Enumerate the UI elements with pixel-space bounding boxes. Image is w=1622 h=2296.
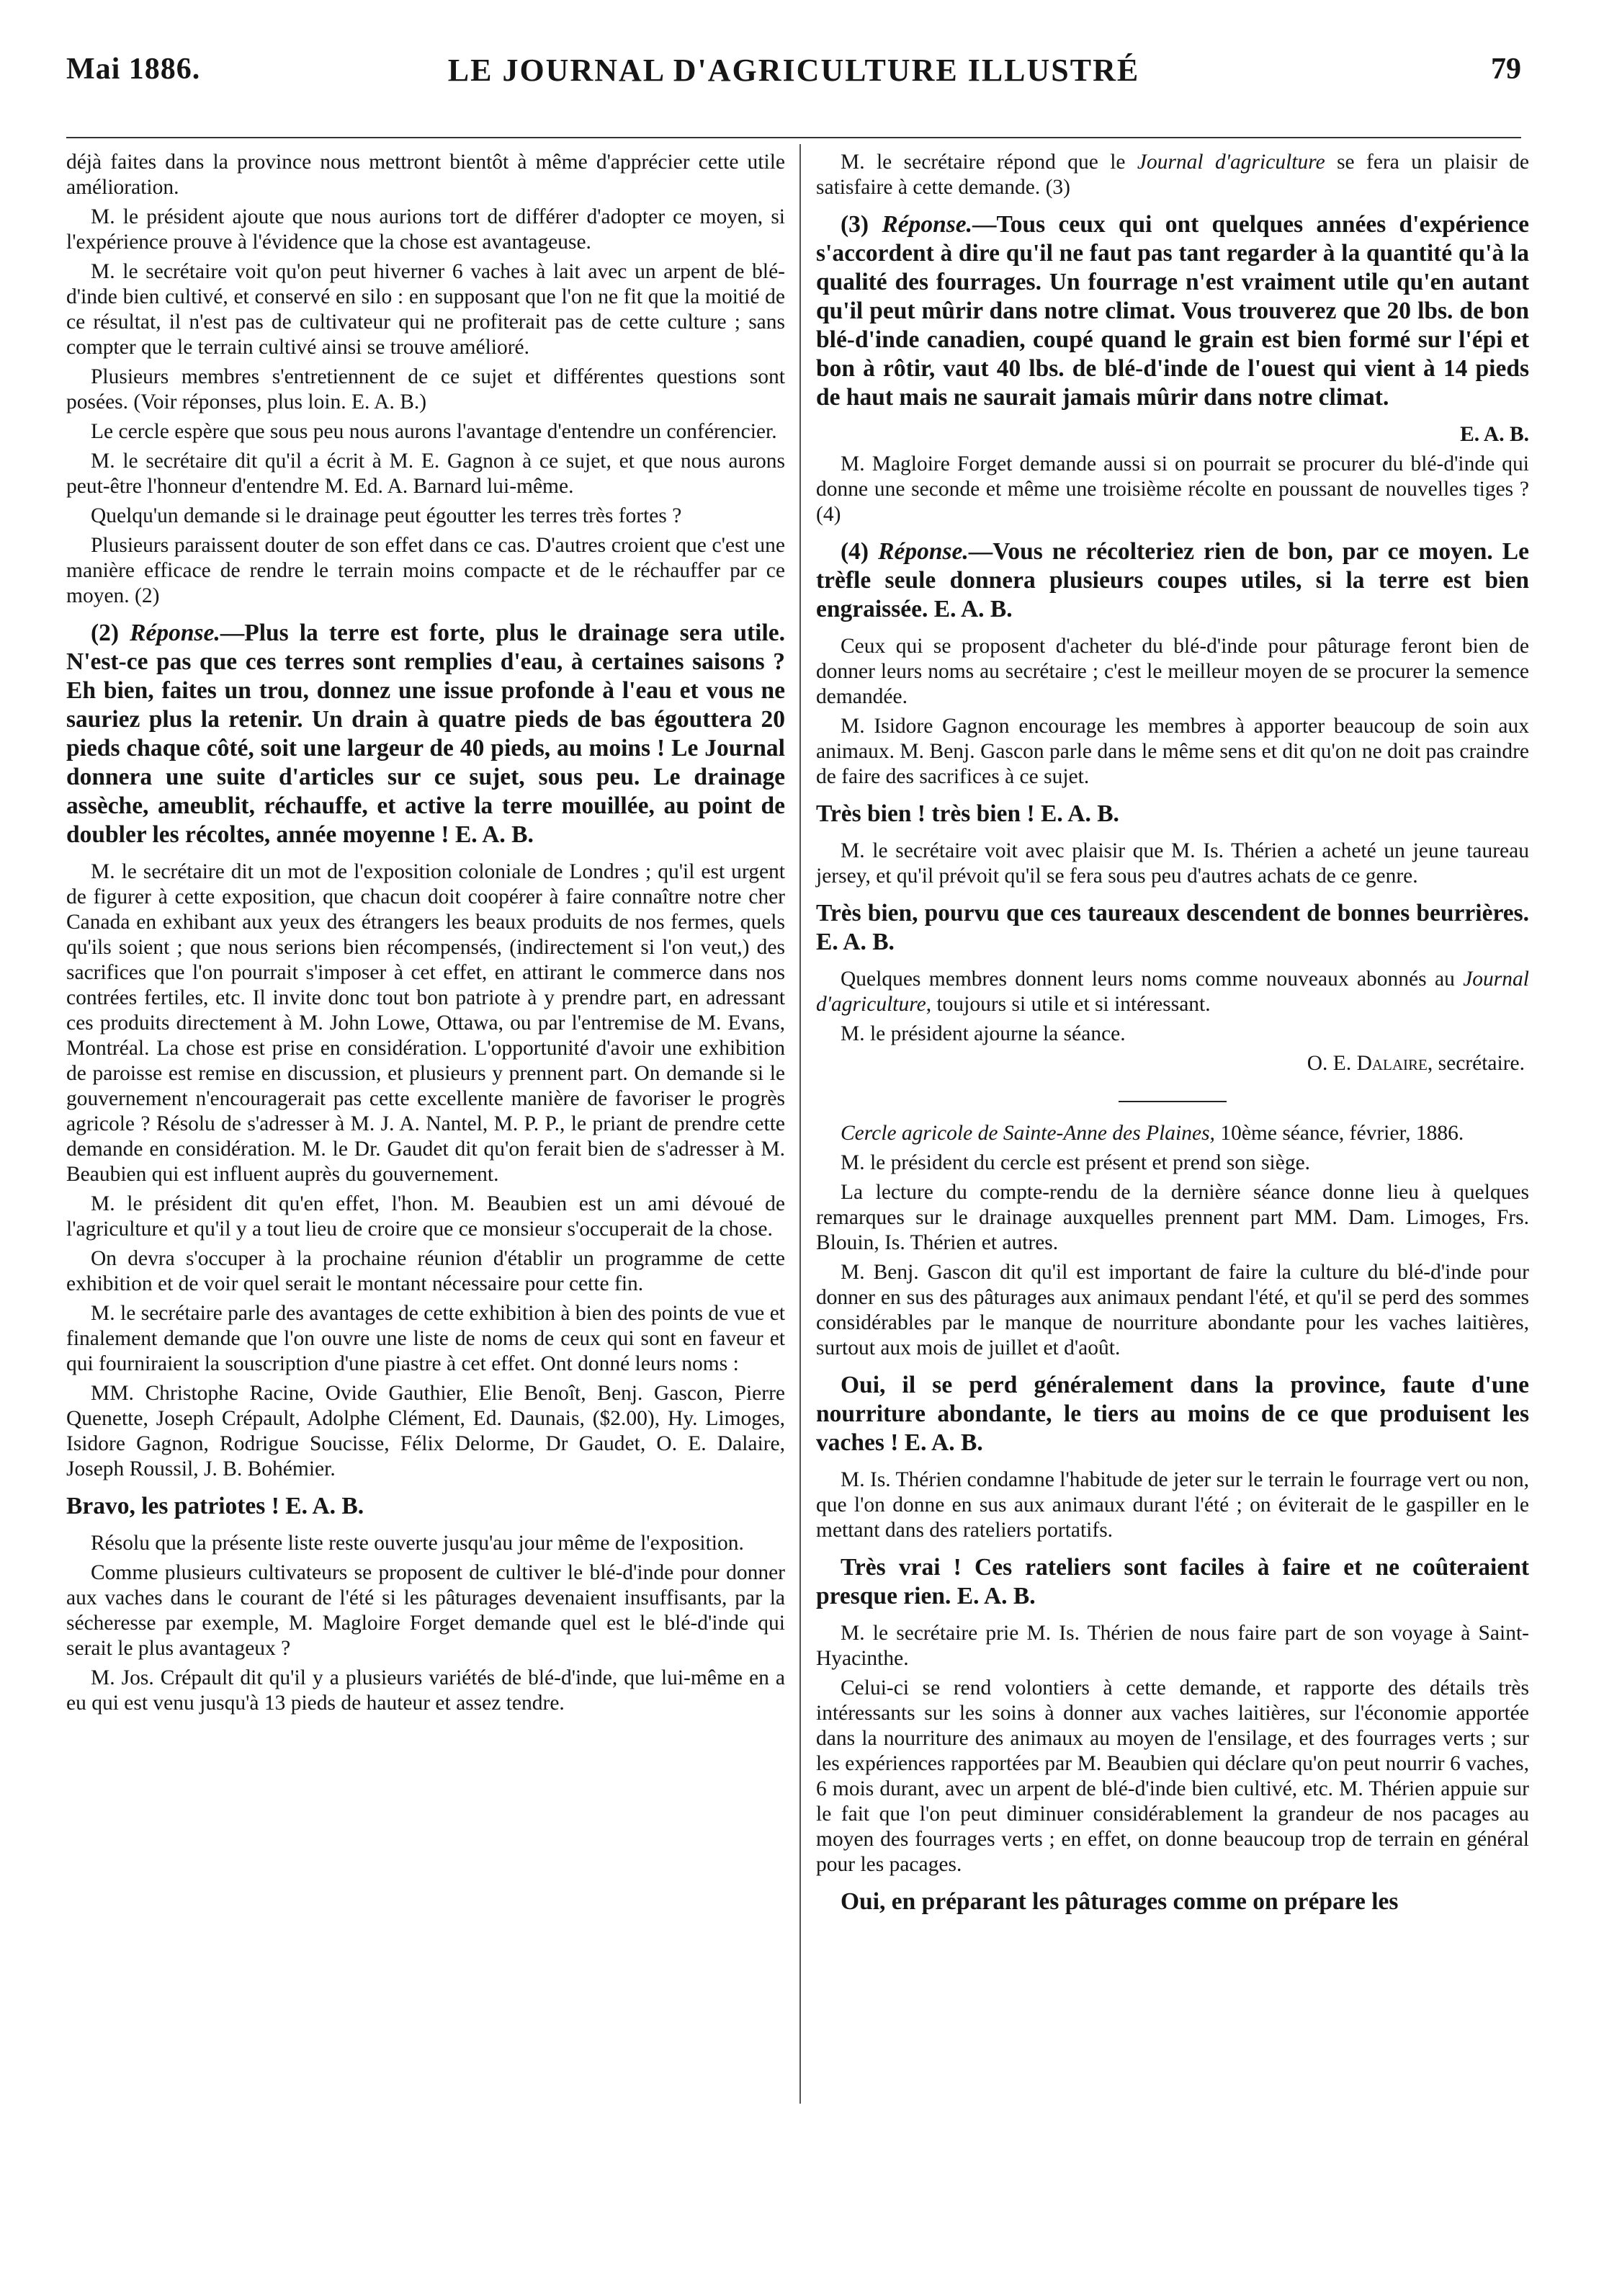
paragraph: M. le président ajoute que nous aurions tort de différer d'adopter ce moyen, si l'expérience prouve à l'évidence que la chose est avantageuse. — [66, 205, 785, 254]
column-divider — [799, 144, 801, 2104]
paragraph: Quelqu'un demande si le drainage peut égoutter les terres très fortes ? — [91, 504, 682, 527]
paragraph: Plusieurs paraissent douter de son effet dans ce cas. D'autres croient que c'est une manière efficace de rendre le terrain moins compacte et de le réchauffer par ce moyen. (2) — [66, 534, 785, 607]
paragraph: M. Jos. Crépault dit qu'il y a plusieurs variétés de blé-d'inde, que lui-même en a eu qui est venu jusqu'à 13 pieds de hauteur et assez tendre. — [66, 1666, 785, 1715]
paragraph: M. Is. Thérien condamne l'habitude de jeter sur le terrain le fourrage vert ou non, que l'on donne en sus aux animaux durant l'été ; on éviterait de le gaspiller en le mettant dans des rateliers portatifs. — [816, 1468, 1529, 1542]
signature-role: , secrétaire. — [1427, 1052, 1525, 1075]
page-header — [66, 39, 1521, 97]
paragraph: M. le secrétaire dit qu'il a écrit à M. E. Gagnon à ce sujet, et que nous aurons peut-être l'honneur d'entendre M. Ed. A. Barnard lui-même. — [66, 450, 785, 498]
cercle-title: Cercle agricole de Sainte-Anne des Plaines, — [841, 1122, 1215, 1145]
paragraph: M. le secrétaire voit avec plaisir que M. Is. Thérien a acheté un jeune taureau jersey, et qu'il prévoit qu'il se fera sous peu d'autres achats de ce genre. — [816, 839, 1529, 888]
editor-comment: Oui, il se perd généralement dans la province, faute d'une nourriture abondante, le tiers au moins de ce que produisent les vaches ! E. A. B. — [816, 1372, 1529, 1456]
text-run: M. le secrétaire répond que le — [841, 151, 1137, 174]
signature-name: O. E. Dalaire — [1307, 1052, 1428, 1075]
reply-label: Réponse. — [882, 211, 972, 238]
reply-text: —Tous ceux qui ont quelques années d'expérience s'accordent à dire qu'il ne faut pas tant regarder à la quantité qu'à la qualité des fourrages. Un fourrage n'est vraiment utile qu'en autant qu'il peut mûrir dans notre climat. Vous trouverez que 20 lbs. de bon blé-d'inde canadien, coupé quand le grain est bien formé sur l'épi et bon à rôtir, vaut 40 lbs. de blé-d'inde de l'ouest qui vient à 14 pieds de haut mais ne saurait jamais mûrir dans notre climat. — [816, 211, 1530, 411]
paragraph: M. le président ajourne la séance. — [841, 1022, 1126, 1045]
text-run: se fera un plaisir de satisfaire à cette demande. (3) — [816, 151, 1529, 199]
paragraph: Plusieurs membres s'entretiennent de ce sujet et différentes questions sont posées. (Voir réponses, plus loin. E. A. B.) — [66, 365, 785, 414]
text-run: , toujours si utile et si intéressant. — [926, 993, 1211, 1016]
left-column — [66, 150, 785, 1720]
subscriber-list: MM. Christophe Racine, Ovide Gauthier, Elie Benoît, Benj. Gascon, Pierre Quenette, Joseph Crépault, Adolphe Clément, Ed. Daunais, ($2.00), Hy. Limoges, Isidore Gagnon, Rodrigue Soucisse, Félix Delorme, Dr Gaudet, O. E. Dalaire, Joseph Roussil, J. B. Bohémier. — [66, 1382, 785, 1480]
paragraph: déjà faites dans la province nous mettront bientôt à même d'apprécier cette utile amélioration. — [66, 151, 785, 199]
paragraph: Comme plusieurs cultivateurs se proposent de cultiver le blé-d'inde pour donner aux vaches dans le courant de l'été si les pâturages devenaient insuffisants, par la sécheresse par exemple, M. Magloire Forget demande quel est le blé-d'inde qui serait le plus avantageux ? — [66, 1561, 785, 1660]
header-title: LE JOURNAL D'AGRICULTURE ILLUSTRÉ — [447, 53, 1140, 88]
editor-reply-4 — [816, 537, 1529, 624]
paragraph: M. le président dit qu'en effet, l'hon. M. Beaubien est un ami dévoué de l'agriculture et qu'il y a tout lieu de croire que ce monsieur s'occuperait de la chose. — [66, 1192, 785, 1241]
paragraph: M. le secrétaire prie M. Is. Thérien de nous faire part de son voyage à Saint-Hyacinthe. — [816, 1622, 1529, 1670]
reply-number: (4) — [841, 538, 879, 565]
editor-comment: Très vrai ! Ces rateliers sont faciles à faire et ne coûteraient presque rien. E. A. B. — [816, 1554, 1529, 1609]
header-date: Mai 1886. — [66, 53, 201, 86]
editor-comment: Bravo, les patriotes ! E. A. B. — [66, 1493, 364, 1519]
cercle-date: 10ème séance, février, 1886. — [1214, 1122, 1464, 1145]
paragraph: M. Benj. Gascon dit qu'il est important de faire la culture du blé-d'inde pour donner en sus des pâturages aux animaux pendant l'été, et qu'il se perd des sommes considérables par le manque de nourriture abondante pour les vaches laitières, surtout aux mois de juillet et d'août. — [816, 1261, 1529, 1359]
paragraph: M. Isidore Gagnon encourage les membres à apporter beaucoup de soin aux animaux. M. Benj. Gascon parle dans le même sens et dit qu'on ne doit pas craindre de faire des sacrifices à ce sujet. — [816, 715, 1529, 788]
section-separator — [1119, 1101, 1227, 1102]
reply-number: (2) — [91, 620, 130, 646]
section-heading — [816, 1121, 1529, 1146]
paragraph: Le cercle espère que sous peu nous aurons l'avantage d'entendre un conférencier. — [91, 420, 777, 443]
right-column — [816, 150, 1529, 1926]
reply-text: —Plus la terre est forte, plus le drainage sera utile. N'est-ce pas que ces terres sont remplies d'eau, à certaines saisons ? Eh bien, faites un trou, donnez une issue profonde à l'eau et vous ne sauriez plus la retenir. Un drain à quatre pieds de bas égouttera 20 pieds chaque côté, soit une largeur de 40 pieds, au moins ! Le Journal donnera une suite d'articles sur ce sujet, sous peu. Le drainage assèche, ameublit, réchauffe, et active la terre mouillée, au point de doubler les récoltes, année moyenne ! E. A. B. — [66, 620, 785, 848]
editor-reply-2 — [66, 619, 785, 849]
paragraph: Celui-ci se rend volontiers à cette demande, et rapporte des détails très intéressants sur les soins à donner aux vaches laitières, sur l'économie apportée dans la nourriture des animaux au moyen de l'ensilage, et des fourrages verts ; sur les expériences rapportées par M. Beaubien qui déclare qu'on peut nourrir 6 vaches, 6 mois durant, avec un arpent de blé-d'inde bien cultivé, etc. M. Thérien appuie sur le fait que l'on peut diminuer considérablement la grandeur de nos pacages au moyen des fourrages verts ; en effet, on donne beaucoup trop de terrain en général pour les pacages. — [816, 1676, 1529, 1876]
paragraph: M. le secrétaire dit un mot de l'exposition coloniale de Londres ; qu'il est urgent de figurer à cette exposition, que chacun doit coopérer à faire connaître notre cher Canada en exhibant aux yeux des étrangers les beaux produits de nos fermes, quels qu'ils soient ; que nous serions bien récompensés, (indirectement si l'on veut,) des sacrifices que l'on pourrait s'imposer à cet effet, en attirant le commerce dans nos contrées fertiles, etc. Il invite donc tout bon patriote à y prendre part, en adressant ces produits directement à M. John Lowe, Ottawa, ou par l'entremise de M. Evans, Montréal. La chose est prise en considération. L'opportunité d'avoir une exhibition de paroisse est remise en discussion, et plusieurs y prennent part. On demande si le gouvernement n'encouragerait pas cette excellente manière de favoriser le progrès agricole ? Résolu de s'adresser à M. J. A. Nantel, M. P. P., le priant de prendre cette demande en considération. M. le Dr. Gaudet dit qu'on ferait bien de s'adresser à M. Beaubien qui est influent auprès du gouvernement. — [66, 860, 785, 1186]
journal-name: Journal d'agriculture — [1137, 151, 1325, 174]
editor-signature: E. A. B. — [1460, 423, 1529, 446]
page-number: 79 — [1491, 53, 1521, 86]
paragraph: M. le secrétaire parle des avantages de cette exhibition à bien des points de vue et finalement demande que l'on ouvre une liste de noms de ceux qui sont en faveur et qui fourniraient la souscription d'une piastre à cet effet. Ont donné leurs noms : — [66, 1302, 785, 1375]
paragraph — [816, 967, 1529, 1017]
paragraph: M. le président du cercle est présent et prend son siège. — [841, 1151, 1311, 1174]
reply-label: Réponse. — [130, 620, 220, 646]
paragraph: La lecture du compte-rendu de la dernière séance donne lieu à quelques remarques sur le drainage auxquelles prennent part MM. Dam. Limoges, Frs. Blouin, Is. Thérien et autres. — [816, 1181, 1529, 1254]
paragraph: Ceux qui se proposent d'acheter du blé-d'inde pour pâturage feront bien de donner leurs noms au secrétaire ; c'est le meilleur moyen de se procurer la semence demandée. — [816, 635, 1529, 708]
reply-label: Réponse. — [878, 538, 969, 565]
editor-comment: Très bien ! très bien ! E. A. B. — [816, 800, 1119, 827]
editor-reply-3 — [816, 210, 1529, 412]
paragraph: M. Magloire Forget demande aussi si on pourrait se procurer du blé-d'inde qui donne une seconde et même une troisième récolte en poussant de nouvelles tiges ? (4) — [816, 452, 1529, 526]
text-run: Quelques membres donnent leurs noms comme nouveaux abonnés au — [841, 968, 1464, 991]
header-rule — [66, 137, 1521, 138]
editor-comment: Très bien, pourvu que ces taureaux descendent de bonnes beurrières. E. A. B. — [816, 900, 1529, 955]
editor-comment: Oui, en préparant les pâturages comme on prépare les — [841, 1888, 1399, 1915]
secretary-signature — [816, 1051, 1525, 1076]
paragraph: Résolu que la présente liste reste ouverte jusqu'au jour même de l'exposition. — [91, 1532, 744, 1555]
paragraph — [816, 150, 1529, 200]
paragraph: M. le secrétaire voit qu'on peut hiverner 6 vaches à lait avec un arpent de blé-d'inde bien cultivé, et conservé en silo : en supposant que l'on ne fit que la moitié de ce résultat, il n'est pas de cultivateur qui ne profiterait pas de cette culture ; sans compter que le terrain cultivé ainsi se trouve amélioré. — [66, 260, 785, 359]
reply-text: —Vous ne récolteriez rien de bon, par ce moyen. Le trèfle seule donnera plusieurs coupes utiles, si la terre est bien engraissée. E. A. B. — [816, 538, 1530, 622]
paragraph: On devra s'occuper à la prochaine réunion d'établir un programme de cette exhibition et de voir quel serait le montant nécessaire pour cette fin. — [66, 1247, 785, 1295]
reply-number: (3) — [841, 211, 882, 238]
journal-name: Journal d'agriculture — [816, 968, 1529, 1016]
